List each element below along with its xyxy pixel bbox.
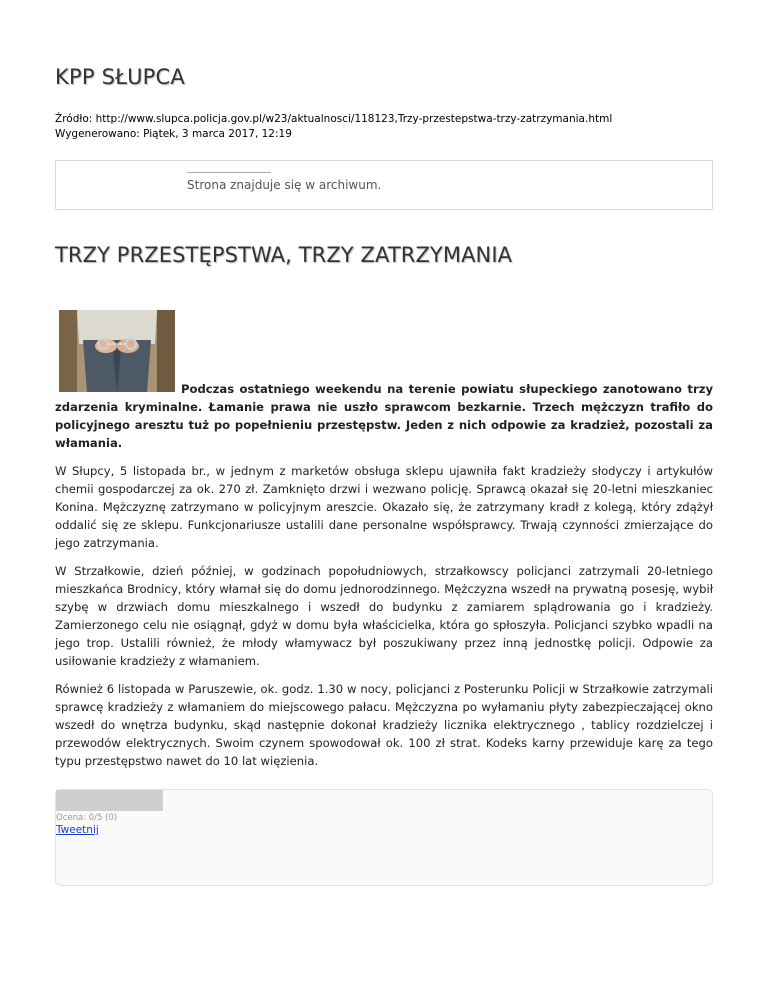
rating-box <box>55 789 713 886</box>
image-spacer <box>55 392 181 393</box>
article-lead <box>55 380 713 452</box>
article-paragraph-2: W Strzałkowie, dzień później, w godzinach popołudniowych, strzałkowscy policjanci zatrzymali 20-letniego mieszkańca Brodnicy, który włamał się do domu jednorodzinnego. Mężczyzna wszedł na prywatną posesję, wybił szybę w drzwiach domu mieszkalnego i wszedł do budynku z zamiarem splądrowania go i kradzieży. Zamierzonego celu nie osiągnął, gdyż w domu była właścicielka, która go spłoszyła. Policjanci szybko wpadli na jego trop. Ustalili również, że młody włamywacz był poszukiwany przez inną jednostkę policji. Odpowie za usiłowanie kradzieży z włamaniem. <box>55 564 713 668</box>
rating-label: Ocena: 0/5 (0) <box>56 813 118 823</box>
article-title: TRZY PRZESTĘPSTWA, TRZY ZATRZYMANIA <box>55 243 513 267</box>
meta-info <box>55 112 612 142</box>
archive-notice: Strona znajduje się w archiwum. <box>187 178 382 192</box>
article-lead-text: Podczas ostatniego weekendu na terenie powiatu słupeckiego zanotowano trzy zdarzenia kryminalne. Łamanie prawa nie uszło sprawcom bezkarnie. Trzech mężczyzn trafiło do policyjnego aresztu tuż po popełnieniu przestępstw. Jeden z nich odpowie za kradzież, pozostali za włamania. <box>55 382 713 450</box>
article-paragraph-1: W Słupcy, 5 listopada br., w jednym z marketów obsługa sklepu ujawniła fakt kradzieży słodyczy i artykułów chemii gospodarczej za ok. 270 zł. Zamknięto drzwi i wezwano policję. Sprawcą okazał się 20-letni mieszkaniec Konina. Mężczyznę zatrzymano w policyjnym areszcie. Okazało się, że zatrzymany kradł z kolegą, który zdążył oddalić się ze sklepu. Funkcjonariusze ustalili dane personalne współsprawcy. Trwają czynności zmierzające do jego zatrzymania. <box>55 464 713 550</box>
archive-notice-box <box>55 160 713 210</box>
site-title: KPP SŁUPCA <box>55 65 185 89</box>
source-url: Źródło: http://www.slupca.policja.gov.pl/w23/aktualnosci/118123,Trzy-przestepstwa-trzy-zatrzymania.html <box>55 113 613 125</box>
archive-divider <box>187 172 271 173</box>
article-content <box>55 380 713 780</box>
generated-date: Wygenerowano: Piątek, 3 marca 2017, 12:19 <box>55 128 292 140</box>
tweet-link[interactable]: Tweetnij <box>56 824 99 836</box>
rating-stars-bar[interactable] <box>56 790 163 811</box>
article-paragraph-3: Również 6 listopada w Paruszewie, ok. godz. 1.30 w nocy, policjanci z Posterunku Policji w Strzałkowie zatrzymali sprawcę kradzieży z włamaniem do miejscowego pałacu. Mężczyzna po wyłamaniu płyty zabezpieczającej okno wszedł do wnętrza budynku, skąd następnie dokonał kradzieży licznika elektrycznego , tablicy rozdzielczej i przewodów elektrycznych. Swoim czynem spowodował ok. 100 zł strat. Kodeks karny przewiduje karę za tego typu przestępstwo nawet do 10 lat więzienia. <box>55 682 713 768</box>
